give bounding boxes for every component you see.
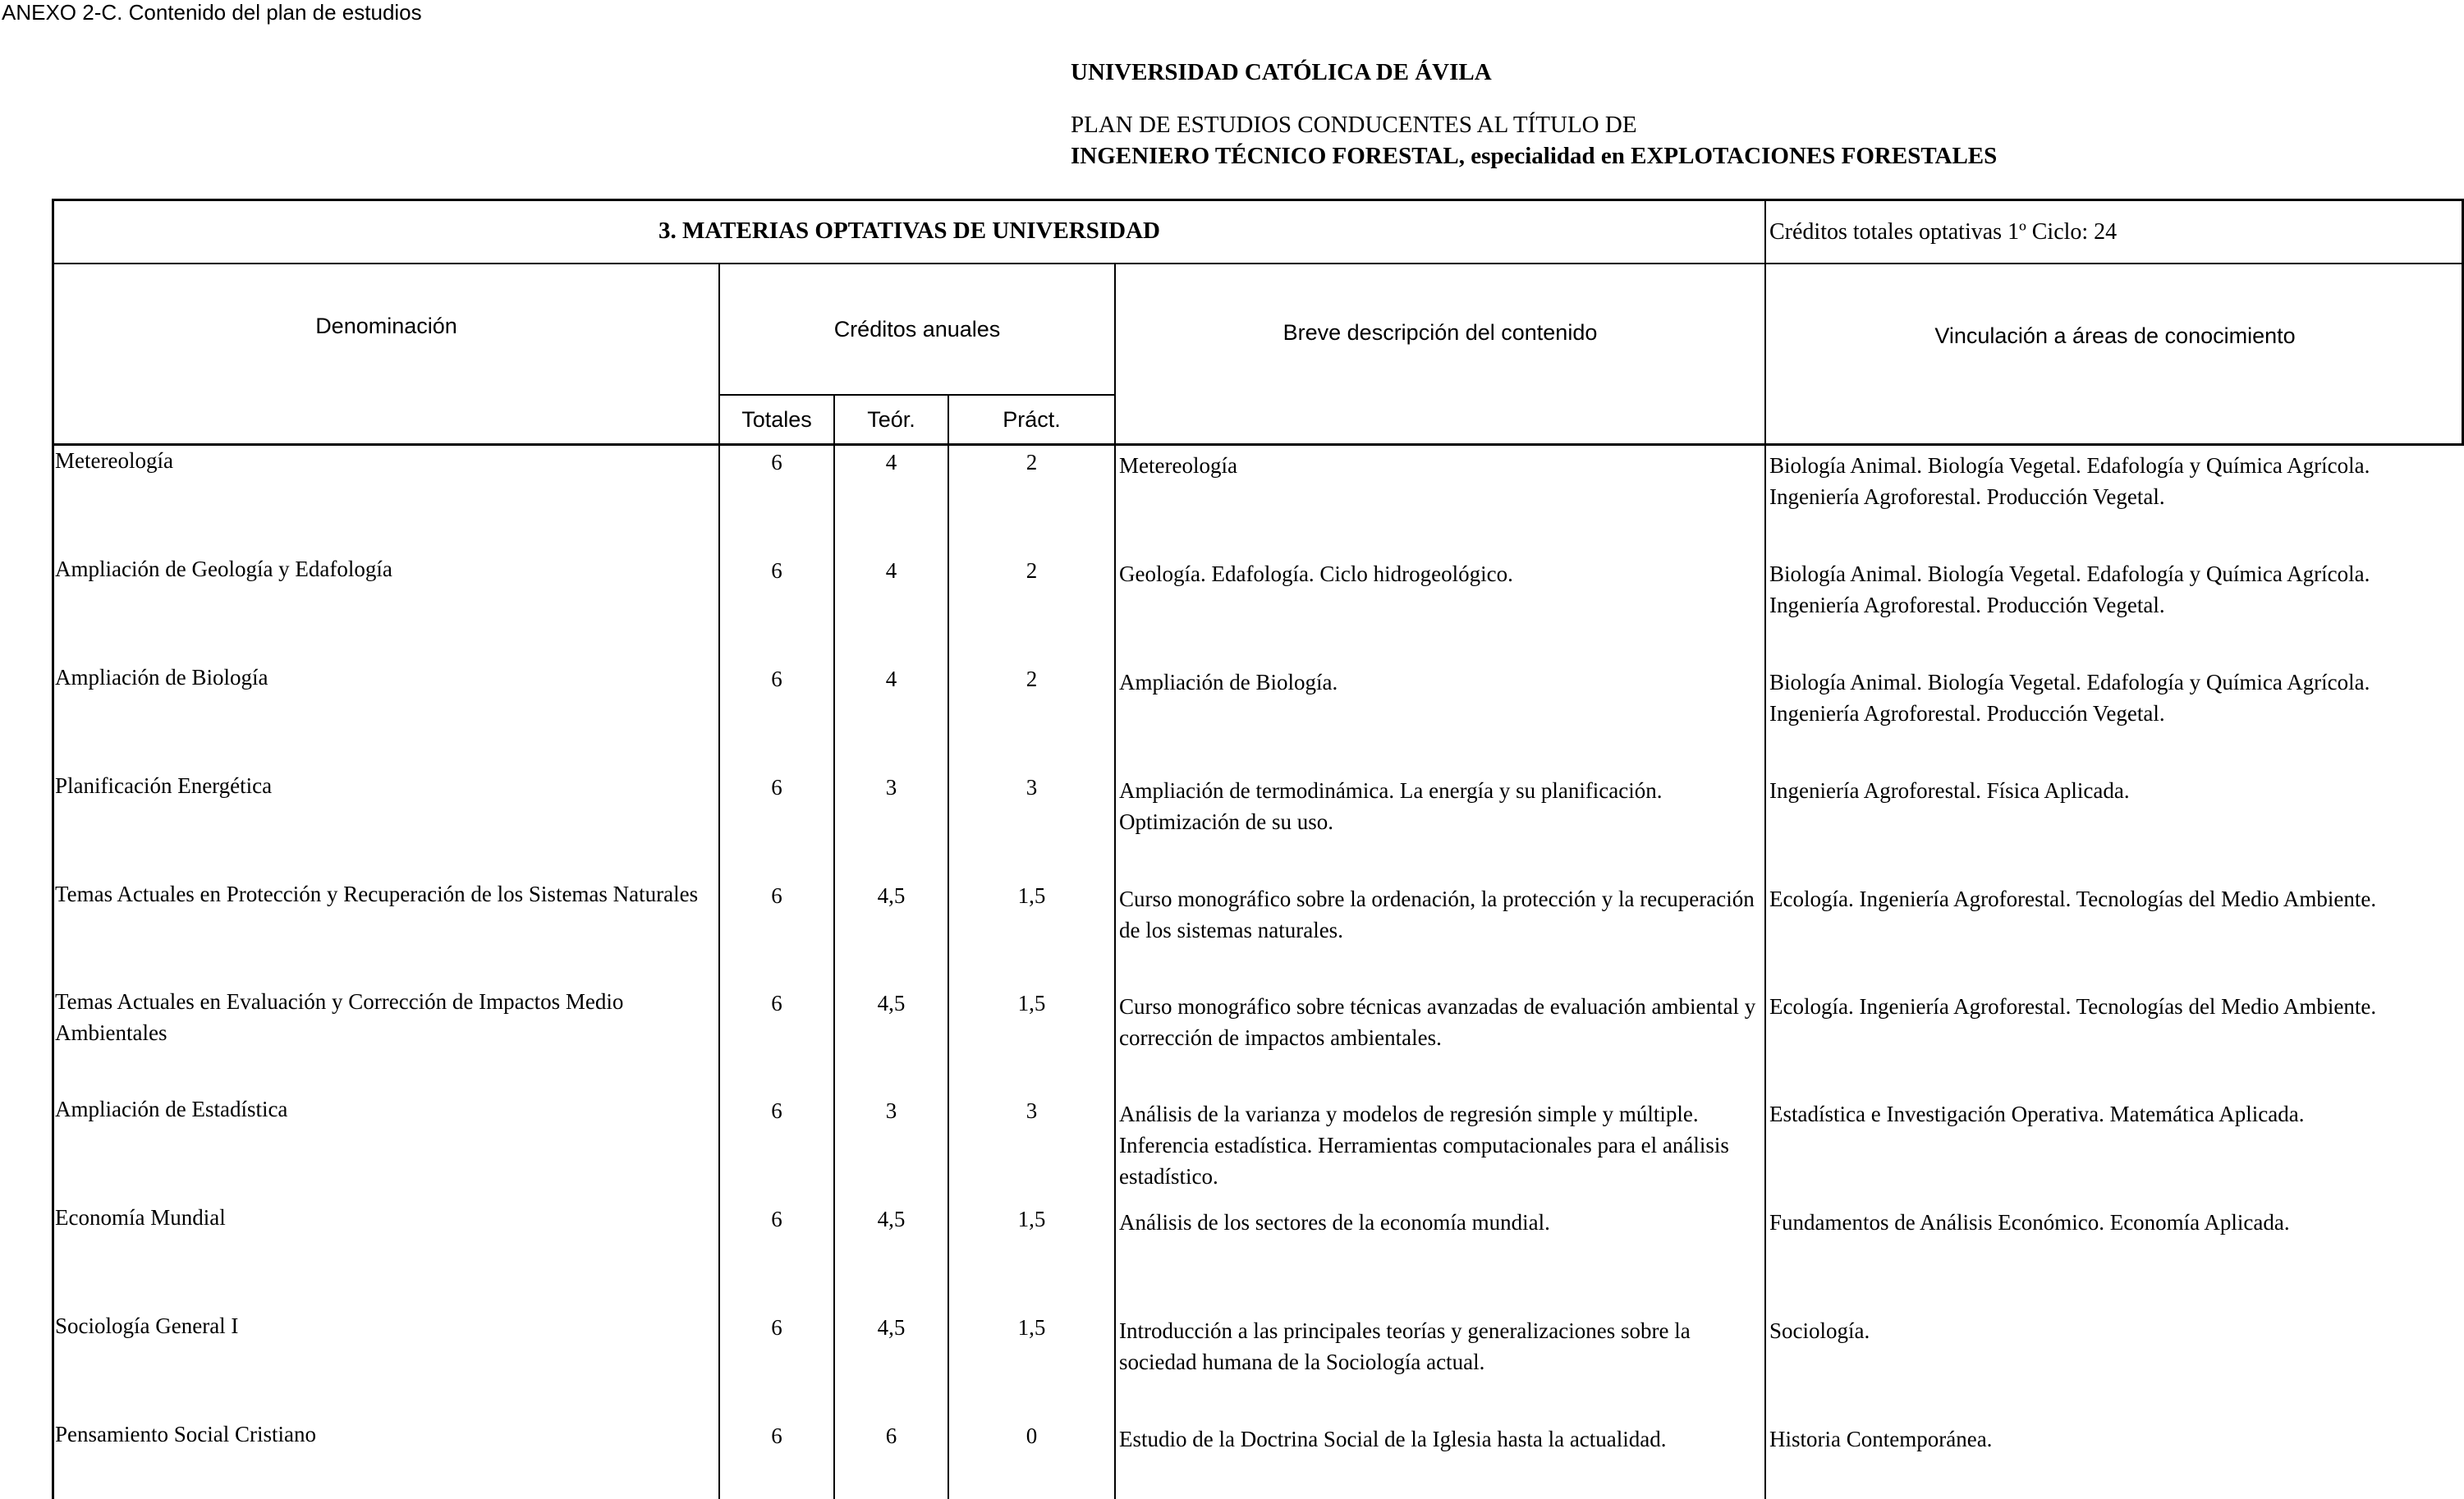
knowledge-areas: Ecología. Ingeniería Agroforestal. Tecnologías del Medio Ambiente.	[1769, 887, 2377, 911]
section-title: 3. MATERIAS OPTATIVAS DE UNIVERSIDAD	[658, 218, 1160, 244]
credits-teor: 4,5	[877, 991, 906, 1015]
col-header-denominacion: Denominación	[315, 314, 457, 338]
knowledge-areas: Biología Animal. Biología Vegetal. Edafología y Química Agrícola. Ingeniería Agroforestal. Producción Vegetal.	[1769, 670, 2370, 726]
subject-name: Temas Actuales en Evaluación y Corrección de Impactos Medio Ambientales	[55, 989, 624, 1045]
content-description: Introducción a las principales teorías y generalizaciones sobre la sociedad humana de la Sociología actual.	[1119, 1318, 1691, 1374]
credits-teor: 4,5	[877, 1207, 906, 1231]
credits-teor: 4	[885, 450, 897, 474]
credits-total: 6	[771, 1423, 782, 1448]
subject-name: Temas Actuales en Protección y Recuperación de los Sistemas Naturales	[55, 882, 699, 906]
credits-total: 6	[771, 883, 782, 908]
subject-name: Sociología General I	[55, 1313, 239, 1338]
credits-pract: 1,5	[1017, 1207, 1046, 1231]
content-description: Geología. Edafología. Ciclo hidrogeológico.	[1119, 562, 1513, 586]
credits-pract: 2	[1026, 558, 1038, 583]
credits-teor: 3	[885, 775, 897, 800]
credits-pract: 1,5	[1017, 883, 1046, 908]
credits-pract: 3	[1026, 775, 1038, 800]
col-header-pract: Práct.	[1003, 407, 1061, 432]
subject-name: Pensamiento Social Cristiano	[55, 1422, 316, 1446]
col-line-pract	[1114, 263, 1116, 1499]
table-border-top	[52, 199, 2464, 201]
credits-subheader-line	[718, 394, 1116, 396]
credits-teor: 3	[885, 1098, 897, 1123]
knowledge-areas: Estadística e Investigación Operativa. Matemática Aplicada.	[1769, 1102, 2305, 1126]
content-description: Curso monográfico sobre técnicas avanzadas de evaluación ambiental y corrección de impactos ambientales.	[1119, 994, 1756, 1050]
credits-teor: 4,5	[877, 883, 906, 908]
subject-name: Ampliación de Estadística	[55, 1097, 288, 1121]
credits-pract: 1,5	[1017, 991, 1046, 1015]
credits-pract: 3	[1026, 1098, 1038, 1123]
credits-teor: 6	[885, 1423, 897, 1448]
plan-line: PLAN DE ESTUDIOS CONDUCENTES AL TÍTULO DE	[1071, 112, 1637, 138]
credits-pract: 1,5	[1017, 1315, 1046, 1340]
content-description: Metereología	[1119, 453, 1237, 478]
content-description: Ampliación de termodinámica. La energía y su planificación. Optimización de su uso.	[1119, 778, 1663, 834]
subject-name: Ampliación de Geología y Edafología	[55, 557, 392, 581]
knowledge-areas: Fundamentos de Análisis Económico. Economía Aplicada.	[1769, 1210, 2290, 1235]
knowledge-areas: Biología Animal. Biología Vegetal. Edafología y Química Agrícola. Ingeniería Agroforestal. Producción Vegetal.	[1769, 562, 2370, 617]
subject-name: Ampliación de Biología	[55, 665, 268, 690]
knowledge-areas: Ecología. Ingeniería Agroforestal. Tecnologías del Medio Ambiente.	[1769, 994, 2377, 1019]
university-title: UNIVERSIDAD CATÓLICA DE ÁVILA	[1071, 59, 1492, 85]
knowledge-areas: Sociología.	[1769, 1318, 1870, 1343]
subject-name: Planificación Energética	[55, 773, 273, 798]
subject-name: Economía Mundial	[55, 1205, 226, 1230]
total-credits: Créditos totales optativas 1º Ciclo: 24	[1769, 219, 2118, 245]
annex-caption: ANEXO 2-C. Contenido del plan de estudios	[2, 0, 422, 25]
knowledge-areas: Historia Contemporánea.	[1769, 1427, 1993, 1451]
credits-teor: 4	[885, 558, 897, 583]
credits-total: 6	[771, 1098, 782, 1123]
credits-total: 6	[771, 667, 782, 691]
col-header-totales: Totales	[741, 407, 812, 432]
credits-total: 6	[771, 558, 782, 583]
content-description: Curso monográfico sobre la ordenación, la protección y la recuperación de los sistemas naturales.	[1119, 887, 1755, 942]
credits-total: 6	[771, 1207, 782, 1231]
content-description: Estudio de la Doctrina Social de la Iglesia hasta la actualidad.	[1119, 1427, 1667, 1451]
credits-teor: 4	[885, 667, 897, 691]
content-description: Análisis de la varianza y modelos de regresión simple y múltiple. Inferencia estadística. Herramientas computacionales para el análisis estadístico.	[1119, 1102, 1729, 1189]
credits-pract: 0	[1026, 1423, 1038, 1448]
title-row-divider	[52, 263, 2464, 264]
subject-name: Metereología	[55, 448, 173, 473]
title-credits-divider	[1764, 199, 1766, 264]
credits-teor: 4,5	[877, 1315, 906, 1340]
col-header-teor: Teór.	[867, 407, 915, 432]
credits-pract: 2	[1026, 450, 1038, 474]
subjects-table	[52, 199, 2464, 1499]
credits-total: 6	[771, 450, 782, 474]
content-description: Ampliación de Biología.	[1119, 670, 1338, 694]
credits-total: 6	[771, 991, 782, 1015]
col-line-desc	[1764, 263, 1766, 1499]
knowledge-areas: Biología Animal. Biología Vegetal. Edafología y Química Agrícola. Ingeniería Agroforestal. Producción Vegetal.	[1769, 453, 2370, 509]
col-header-vinculacion: Vinculación a áreas de conocimiento	[1934, 323, 2296, 348]
col-header-descripcion: Breve descripción del contenido	[1282, 320, 1598, 345]
content-description: Análisis de los sectores de la economía mundial.	[1119, 1210, 1550, 1235]
credits-pract: 2	[1026, 667, 1038, 691]
degree-line: INGENIERO TÉCNICO FORESTAL, especialidad en EXPLOTACIONES FORESTALES	[1071, 143, 1998, 169]
knowledge-areas: Ingeniería Agroforestal. Física Aplicada.	[1769, 778, 2130, 803]
credits-total: 6	[771, 775, 782, 800]
col-header-creditos: Créditos anuales	[833, 317, 1001, 342]
credits-total: 6	[771, 1315, 782, 1340]
table-border-left	[52, 199, 54, 1499]
